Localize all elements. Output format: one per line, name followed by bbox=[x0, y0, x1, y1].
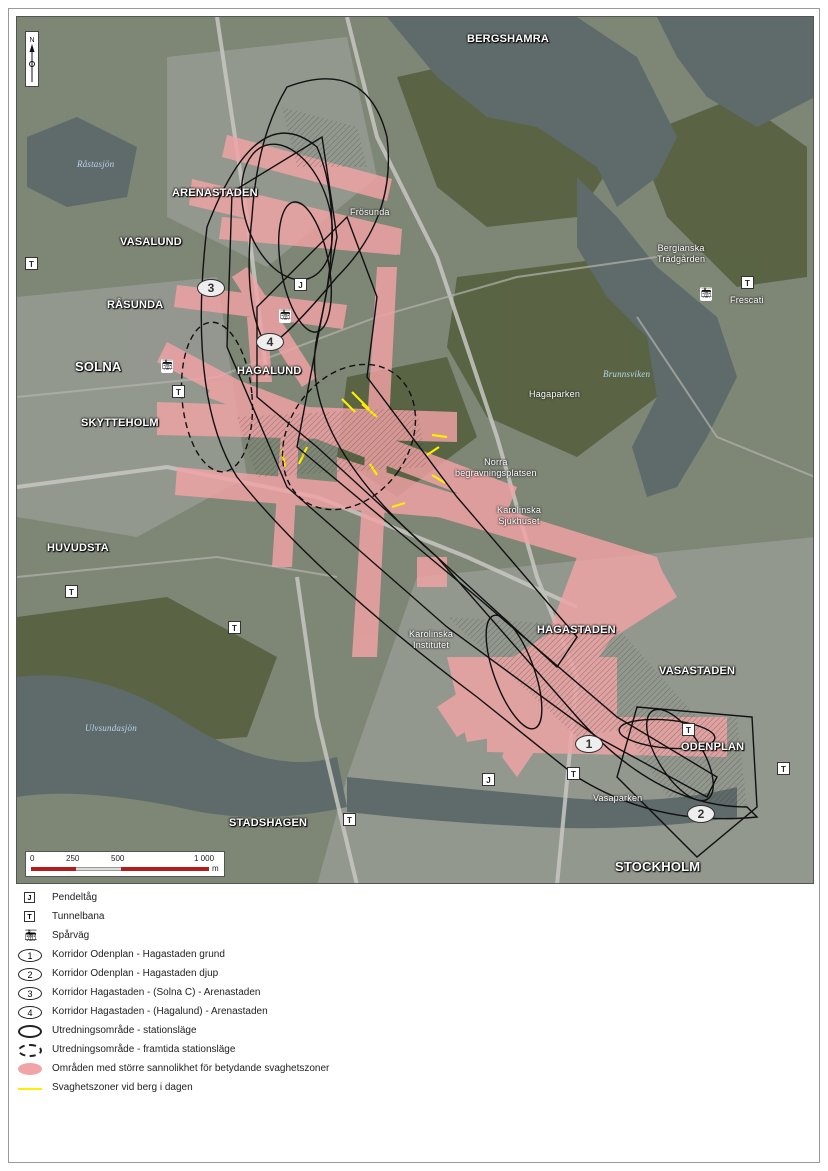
place-vasalund: VASALUND bbox=[120, 236, 182, 248]
legend-label: Korridor Hagastaden - (Solna C) - Arenastaden bbox=[52, 987, 261, 998]
legend-label: Tunnelbana bbox=[52, 911, 105, 922]
scale-tick: 500 bbox=[111, 854, 125, 863]
legend-item-corridor-3 bbox=[18, 985, 518, 1004]
place-hagastaden: HAGASTADEN bbox=[537, 624, 616, 636]
north-arrow-icon bbox=[25, 31, 39, 87]
tunnelbana-icon[interactable]: T bbox=[567, 767, 580, 780]
corridor-2-icon: 2 bbox=[18, 968, 42, 981]
tunnelbana-icon[interactable]: T bbox=[172, 385, 185, 398]
place-hagalund: HAGALUND bbox=[237, 365, 302, 377]
tram-icon[interactable]: 🚋︎ bbox=[700, 288, 713, 299]
legend-item-corridor-4 bbox=[18, 1004, 518, 1023]
scale-segment bbox=[121, 867, 209, 871]
scale-segment bbox=[76, 867, 121, 871]
legend-label: Utredningsområde - stationsläge bbox=[52, 1025, 197, 1036]
place-stockholm: STOCKHOLM bbox=[615, 859, 701, 874]
place-norra-begravningsplatsen: Norra begravningsplatsen bbox=[455, 457, 537, 478]
legend-label: Områden med större sannolikhet för betydande svaghetszoner bbox=[52, 1063, 330, 1074]
place-stadshagen: STADSHAGEN bbox=[229, 817, 308, 829]
tunnelbana-icon[interactable]: T bbox=[25, 257, 38, 270]
tunnelbana-icon[interactable]: T bbox=[65, 585, 78, 598]
pink-zone-icon bbox=[18, 1063, 42, 1075]
place-vasaparken: Vasaparken bbox=[593, 793, 643, 803]
scale-segment bbox=[31, 867, 76, 871]
corridor-label-3[interactable]: 3 bbox=[197, 279, 225, 297]
pendeltag-icon[interactable]: J bbox=[294, 278, 307, 291]
corridor-label-4[interactable]: 4 bbox=[256, 333, 284, 351]
legend-label: Korridor Hagastaden - (Hagalund) - Arenastaden bbox=[52, 1006, 268, 1017]
legend-item-corridor-2 bbox=[18, 966, 518, 985]
water-ulvsundasjon: Ulvsundasjön bbox=[85, 723, 137, 733]
legend-item-sparvag bbox=[18, 928, 518, 947]
tunnelbana-icon[interactable]: T bbox=[741, 276, 754, 289]
tram-icon: 🚋︎ bbox=[24, 930, 38, 942]
corridor-4-icon: 4 bbox=[18, 1006, 42, 1019]
pendeltag-icon: J bbox=[24, 892, 35, 903]
water-rastasjon: Råstasjön bbox=[77, 159, 115, 169]
place-skytteholm: SKYTTEHOLM bbox=[81, 417, 159, 429]
place-arenastaden: ARENASTADEN bbox=[172, 187, 258, 199]
legend-item-pendeltag bbox=[18, 890, 518, 909]
scale-bar bbox=[25, 851, 225, 877]
legend-item-tunnelbana bbox=[18, 909, 518, 928]
place-odenplan: ODENPLAN bbox=[681, 741, 745, 753]
scale-tick: 0 bbox=[30, 854, 35, 863]
place-frescati: Frescati bbox=[730, 295, 764, 305]
place-bergianska: Bergianska Trädgården bbox=[657, 243, 706, 264]
place-solna: SOLNA bbox=[75, 359, 122, 374]
scale-tick: 250 bbox=[66, 854, 80, 863]
legend-item-future-station-area bbox=[18, 1042, 518, 1061]
solid-ellipse-icon bbox=[18, 1025, 42, 1038]
legend-item-corridor-1 bbox=[18, 947, 518, 966]
legend-label: Pendeltåg bbox=[52, 892, 98, 903]
place-huvudsta: HUVUDSTA bbox=[47, 542, 109, 554]
place-frosunda: Frösunda bbox=[350, 207, 390, 217]
legend-item-weak-zone bbox=[18, 1061, 518, 1080]
corridor-label-2[interactable]: 2 bbox=[687, 805, 715, 823]
legend-item-bedrock-weak bbox=[18, 1080, 518, 1099]
scale-unit: m bbox=[212, 864, 219, 873]
corridor-3-icon: 3 bbox=[18, 987, 42, 1000]
tram-icon[interactable]: 🚋︎ bbox=[279, 310, 292, 321]
legend-label: Korridor Odenplan - Hagastaden djup bbox=[52, 968, 219, 979]
pendeltag-icon[interactable]: J bbox=[482, 773, 495, 786]
legend-label: Spårväg bbox=[52, 930, 90, 941]
tunnelbana-icon[interactable]: T bbox=[343, 813, 356, 826]
water-brunnsviken: Brunnsviken bbox=[603, 369, 651, 379]
place-hagaparken: Hagaparken bbox=[529, 389, 581, 399]
place-karolinska-sjukhuset: Karolinska Sjukhuset bbox=[497, 505, 542, 526]
map-legend bbox=[18, 890, 518, 1099]
corridor-label-1[interactable]: 1 bbox=[575, 735, 603, 753]
tunnelbana-icon[interactable]: T bbox=[228, 621, 241, 634]
yellow-line-icon bbox=[18, 1088, 42, 1090]
dashed-ellipse-icon bbox=[18, 1044, 42, 1057]
legend-label: Svaghetszoner vid berg i dagen bbox=[52, 1082, 193, 1093]
tram-icon[interactable]: 🚋︎ bbox=[161, 360, 174, 371]
svg-text:N: N bbox=[29, 37, 35, 44]
tunnelbana-icon[interactable]: T bbox=[682, 723, 695, 736]
place-karolinska-institutet: Karolinska Institutet bbox=[409, 629, 454, 650]
tunnelbana-icon[interactable]: T bbox=[777, 762, 790, 775]
legend-item-station-area bbox=[18, 1023, 518, 1042]
place-rasunda: RÅSUNDA bbox=[107, 299, 164, 311]
map-view[interactable] bbox=[16, 16, 814, 884]
tunnelbana-icon: T bbox=[24, 911, 35, 922]
legend-label: Korridor Odenplan - Hagastaden grund bbox=[52, 949, 225, 960]
place-bergshamra: BERGSHAMRA bbox=[467, 33, 550, 45]
place-vasastaden: VASASTADEN bbox=[659, 665, 736, 677]
corridor-1-icon: 1 bbox=[18, 949, 42, 962]
legend-label: Utredningsområde - framtida stationsläge bbox=[52, 1044, 236, 1055]
scale-tick: 1 000 bbox=[194, 854, 215, 863]
map-canvas bbox=[17, 17, 814, 884]
